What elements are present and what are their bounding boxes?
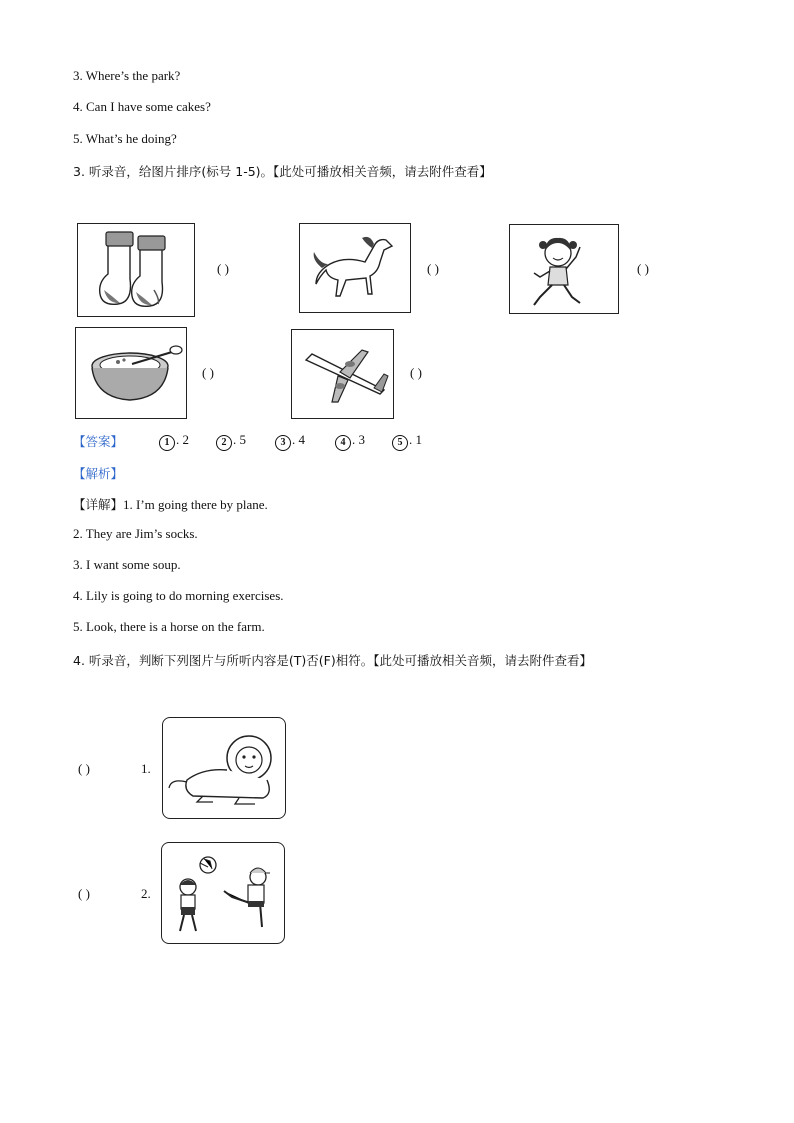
order-blank[interactable]: ( ) bbox=[410, 365, 422, 380]
question-line: 3. Where’s the park? bbox=[73, 68, 181, 83]
answer-item: 4 . 3 bbox=[335, 432, 365, 451]
order-blank[interactable]: ( ) bbox=[427, 261, 439, 276]
boys-playing-football-picture bbox=[161, 842, 285, 944]
answer-number: 3 bbox=[275, 435, 291, 451]
order-blank[interactable]: ( ) bbox=[637, 261, 649, 276]
section-4-heading: 4. 听录音，判断下列图片与所听内容是(T)否(F)相符。【此处可播放相关音频，请去附件查看】 bbox=[73, 653, 592, 668]
analysis-line: 4. Lily is going to do morning exercises. bbox=[73, 588, 284, 603]
tf-blank[interactable]: ( ) bbox=[78, 761, 90, 776]
analysis-line: 3. I want some soup. bbox=[73, 557, 181, 572]
answer-item: 2 . 5 bbox=[216, 432, 246, 451]
analysis-line: 【详解】1. I’m going there by plane. bbox=[73, 497, 268, 512]
socks-picture bbox=[77, 223, 195, 317]
girl-exercising-picture bbox=[509, 224, 619, 314]
section-3-heading: 3. 听录音，给图片排序(标号 1-5)。【此处可播放相关音频，请去附件查看】 bbox=[73, 164, 492, 179]
soup-bowl-picture bbox=[75, 327, 187, 419]
order-blank[interactable]: ( ) bbox=[217, 261, 229, 276]
answer-item: 3 . 4 bbox=[275, 432, 305, 451]
answer-item: 1 . 2 bbox=[159, 432, 189, 451]
item-number: 1. bbox=[141, 761, 151, 776]
plane-picture bbox=[291, 329, 394, 419]
analysis-line: 5. Look, there is a horse on the farm. bbox=[73, 619, 265, 634]
horse-picture bbox=[299, 223, 411, 313]
tf-blank[interactable]: ( ) bbox=[78, 886, 90, 901]
answer-label: 【答案】 bbox=[73, 434, 124, 449]
order-blank[interactable]: ( ) bbox=[202, 365, 214, 380]
question-line: 5. What’s he doing? bbox=[73, 131, 177, 146]
item-number: 2. bbox=[141, 886, 151, 901]
answer-number: 5 bbox=[392, 435, 408, 451]
answer-row bbox=[73, 432, 422, 450]
answer-number: 2 bbox=[216, 435, 232, 451]
answer-number: 1 bbox=[159, 435, 175, 451]
analysis-label: 【解析】 bbox=[73, 466, 124, 481]
answer-number: 4 bbox=[335, 435, 351, 451]
question-line: 4. Can I have some cakes? bbox=[73, 99, 211, 114]
analysis-line: 2. They are Jim’s socks. bbox=[73, 526, 198, 541]
lion-picture bbox=[162, 717, 286, 819]
answer-item: 5 . 1 bbox=[392, 432, 422, 451]
